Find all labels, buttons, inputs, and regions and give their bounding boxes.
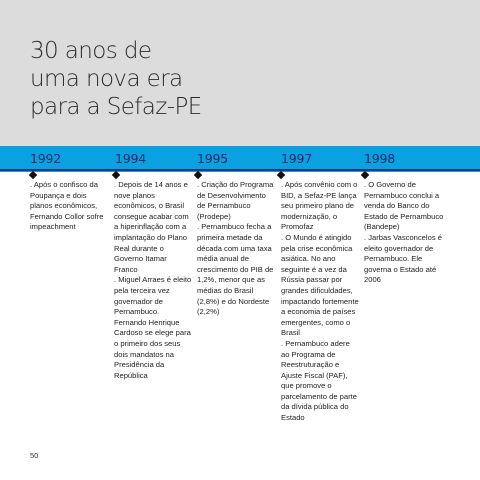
timeline-line bbox=[0, 169, 480, 171]
timeline-event: . Pernambuco adere ao Programa de Reestruturação e Ajuste Fiscal (PAF), que promove o parcelamento de parte da dívida pública do Estado bbox=[281, 338, 357, 423]
timeline-event: . Pernambuco fecha a primeira metade da década com uma taxa média anual de crescimento do PIB de 1,2%, menor que as médias do Brasil (2,8%) e do Nordeste (2,2%) bbox=[197, 222, 274, 317]
timeline-event: . Jarbas Vasconcelos é eleito governador de Pernambuco. Ele governa o Estado até 2006 bbox=[364, 232, 442, 285]
timeline-year-1998: 1998 bbox=[364, 151, 396, 166]
timeline-event: . Miguel Arraes é eleito pela terceira vez governador de Pernambuco. Fernando Henrique Cardoso se elege para o primeiro dos seus dois mandatos na Presidência da República bbox=[114, 275, 192, 380]
timeline-year-1994: 1994 bbox=[115, 151, 147, 166]
page-title: 30 anos de uma nova era para a Sefaz-PE bbox=[30, 38, 202, 120]
timeline-event: . O Governo de Pernambuco conclui a venda do Banco do Estado de Pernambuco (Bandepe) bbox=[364, 180, 444, 232]
timeline-event: . Depois de 14 anos e nove planos econômicos, o Brasil consegue acabar com a hiperinflação com a implantação do Plano Real durante o Governo Itamar Franco bbox=[114, 180, 189, 274]
header-panel bbox=[0, 0, 480, 146]
timeline-year-1997: 1997 bbox=[281, 151, 313, 166]
timeline-event: . O Mundo é atingido pela crise econômica asiática. No ano seguinte é a vez da Rússia passar por grandes dificuldades, impactando fortemente a economia de países emergentes, como o Brasil bbox=[281, 232, 359, 338]
timeline-marker-1997 bbox=[277, 171, 285, 179]
timeline-year-1992: 1992 bbox=[30, 151, 62, 166]
timeline-column-1994 bbox=[114, 180, 192, 381]
timeline-marker-1998 bbox=[361, 171, 369, 179]
timeline-event: . Após convênio com o BID, a Sefaz-PE lança seu primeiro plano de modernização, o Promofaz bbox=[281, 180, 358, 232]
timeline-column-1992 bbox=[30, 180, 108, 233]
timeline-column-1995 bbox=[197, 180, 275, 318]
timeline-event: . Após o confisco da Poupança e dois planos econômicos, Fernando Collor sofre impeachment bbox=[30, 180, 104, 232]
timeline-marker-1994 bbox=[112, 171, 120, 179]
timeline-column-1998 bbox=[364, 180, 448, 286]
timeline-year-1995: 1995 bbox=[197, 151, 229, 166]
timeline-marker-1995 bbox=[194, 171, 202, 179]
page-number: 50 bbox=[30, 451, 39, 460]
timeline-event: . Criação do Programa de Desenvolvimento de Pernambuco (Prodepe) bbox=[197, 180, 274, 221]
timeline-marker-1992 bbox=[29, 171, 37, 179]
timeline-column-1997 bbox=[281, 180, 359, 424]
